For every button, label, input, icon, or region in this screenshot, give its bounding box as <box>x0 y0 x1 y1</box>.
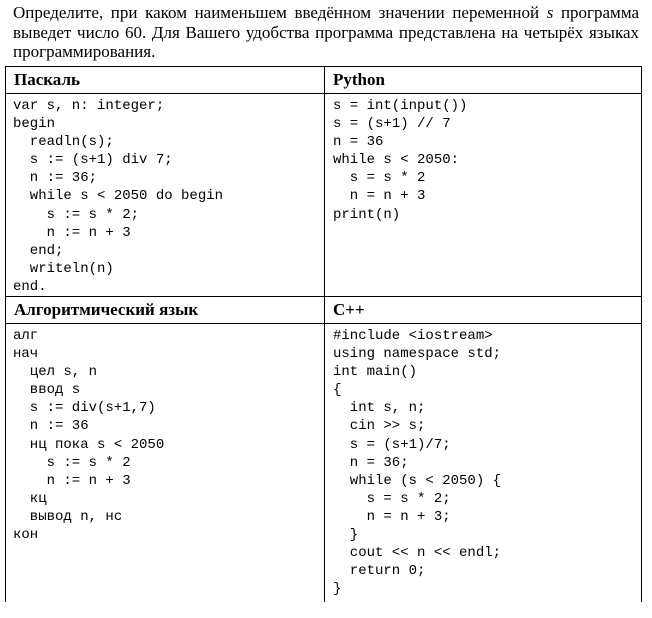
algo-code: алг нач цел s, n ввод s s := div(s+1,7) n := 36 нц пока s < 2050 s := s * 2 n := n + 3 кц вывод n, нс кон <box>13 328 165 544</box>
code-table <box>5 66 642 602</box>
table-border-right <box>641 66 642 602</box>
python-header: Python <box>333 70 385 89</box>
table-border-left <box>5 66 6 602</box>
algo-header: Алгоритмический язык <box>14 300 199 319</box>
task-variable: s <box>546 3 554 22</box>
task-statement <box>13 3 639 62</box>
column-divider <box>324 66 325 602</box>
cpp-header: C++ <box>333 300 365 319</box>
pascal-header: Паскаль <box>14 70 80 89</box>
cpp-code: #include <iostream> using namespace std; int main() { int s, n; cin >> s; s = (s+1)/7; n = 36; while (s < 2050) { s = s * 2; n = n + 3; } cout << n << endl; return 0; } <box>333 328 502 598</box>
task-text-before: Определите, при каком наименьшем введённом значении переменной <box>13 3 547 22</box>
task-text-after: программа выведет число 60. Для Вашего удобства программа представлена на четырёх языках программирования. <box>13 3 640 61</box>
pascal-code: var s, n: integer; begin readln(s); s := (s+1) div 7; n := 36; while s < 2050 do begin s := s * 2; n := n + 3 end; writeln(n) end. <box>13 98 224 295</box>
python-code: s = int(input()) s = (s+1) // 7 n = 36 while s < 2050: s = s * 2 n = n + 3 print(n) <box>333 98 468 223</box>
